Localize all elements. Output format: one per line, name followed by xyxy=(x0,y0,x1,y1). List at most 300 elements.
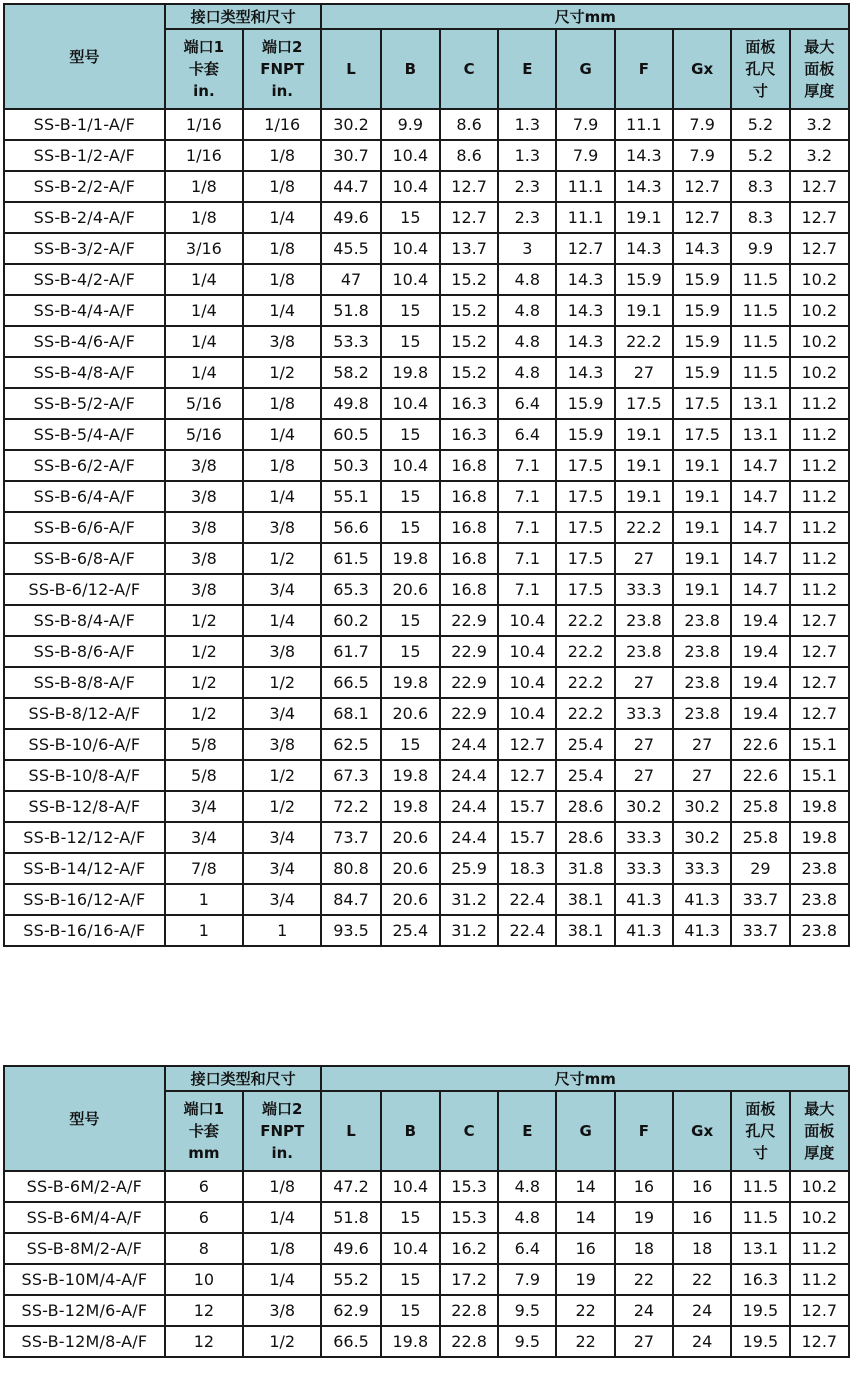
dim-g-cell: 14.3 xyxy=(556,295,614,326)
max-panel-thickness-cell: 12.7 xyxy=(790,233,849,264)
port1-cell: 3/4 xyxy=(165,822,243,853)
dim-gx-cell: 41.3 xyxy=(673,915,731,946)
dim-g-cell: 17.5 xyxy=(556,512,614,543)
dim-gx-cell: 16 xyxy=(673,1202,731,1233)
panel-hole-cell: 19.4 xyxy=(731,636,789,667)
port1-cell: 6 xyxy=(165,1202,243,1233)
table-row xyxy=(4,853,849,884)
model-cell: SS-B-8/4-A/F xyxy=(4,605,165,636)
dim-f-cell: 27 xyxy=(615,1326,673,1357)
dim-g-cell: 25.4 xyxy=(556,729,614,760)
port1-cell: 1/4 xyxy=(165,264,243,295)
dim-gx-header: Gx xyxy=(673,1091,731,1171)
table-row xyxy=(4,357,849,388)
dim-gx-cell: 24 xyxy=(673,1326,731,1357)
max-panel-thickness-cell: 10.2 xyxy=(790,357,849,388)
table-row xyxy=(4,1171,849,1202)
table-row xyxy=(4,512,849,543)
dim-l-cell: 51.8 xyxy=(321,1202,380,1233)
dim-e-cell: 4.8 xyxy=(498,1171,556,1202)
dim-l-cell: 49.8 xyxy=(321,388,380,419)
dim-gx-cell: 30.2 xyxy=(673,822,731,853)
dim-f-cell: 33.3 xyxy=(615,853,673,884)
port2-cell: 1/8 xyxy=(243,1233,321,1264)
dim-g-cell: 38.1 xyxy=(556,884,614,915)
port1-cell: 3/8 xyxy=(165,481,243,512)
port2-cell: 3/8 xyxy=(243,326,321,357)
dim-e-cell: 10.4 xyxy=(498,667,556,698)
dim-l-cell: 72.2 xyxy=(321,791,380,822)
dim-l-cell: 49.6 xyxy=(321,202,380,233)
dim-f-cell: 27 xyxy=(615,667,673,698)
port1-cell: 12 xyxy=(165,1326,243,1357)
dim-l-cell: 62.5 xyxy=(321,729,380,760)
port1-cell: 10 xyxy=(165,1264,243,1295)
dim-c-cell: 24.4 xyxy=(440,791,498,822)
dim-gx-cell: 19.1 xyxy=(673,574,731,605)
dim-e-cell: 22.4 xyxy=(498,884,556,915)
dim-b-cell: 15 xyxy=(381,1202,440,1233)
dim-gx-cell: 24 xyxy=(673,1295,731,1326)
port1-cell: 3/8 xyxy=(165,512,243,543)
model-cell: SS-B-12/8-A/F xyxy=(4,791,165,822)
panel-hole-cell: 11.5 xyxy=(731,1202,789,1233)
dim-b-cell: 15 xyxy=(381,512,440,543)
dim-f-cell: 23.8 xyxy=(615,605,673,636)
dim-b-cell: 10.4 xyxy=(381,140,440,171)
dim-f-cell: 22.2 xyxy=(615,326,673,357)
model-cell: SS-B-6/6-A/F xyxy=(4,512,165,543)
model-cell: SS-B-4/2-A/F xyxy=(4,264,165,295)
max-panel-thickness-cell: 19.8 xyxy=(790,822,849,853)
max-panel-thickness-cell: 15.1 xyxy=(790,729,849,760)
port1-cell: 3/16 xyxy=(165,233,243,264)
dim-c-cell: 16.8 xyxy=(440,481,498,512)
dim-b-cell: 20.6 xyxy=(381,884,440,915)
dim-l-cell: 66.5 xyxy=(321,667,380,698)
table-body xyxy=(4,1171,849,1357)
port1-cell: 1/2 xyxy=(165,698,243,729)
dim-b-cell: 10.4 xyxy=(381,450,440,481)
table-row xyxy=(4,1326,849,1357)
dim-b-cell: 15 xyxy=(381,636,440,667)
table-row xyxy=(4,1295,849,1326)
dim-e-cell: 1.3 xyxy=(498,109,556,140)
model-cell: SS-B-3/2-A/F xyxy=(4,233,165,264)
dim-gx-cell: 19.1 xyxy=(673,481,731,512)
dim-g-cell: 15.9 xyxy=(556,388,614,419)
max-panel-thickness-cell: 10.2 xyxy=(790,295,849,326)
dim-b-cell: 25.4 xyxy=(381,915,440,946)
max-panel-thickness-cell: 12.7 xyxy=(790,1295,849,1326)
spec-table-metric xyxy=(3,1065,850,1358)
port1-cell: 7/8 xyxy=(165,853,243,884)
dim-e-cell: 1.3 xyxy=(498,140,556,171)
dim-f-cell: 19.1 xyxy=(615,202,673,233)
dim-e-cell: 9.5 xyxy=(498,1295,556,1326)
model-header: 型号 xyxy=(4,4,165,109)
dim-gx-cell: 16 xyxy=(673,1171,731,1202)
dim-b-cell: 20.6 xyxy=(381,853,440,884)
dim-gx-cell: 7.9 xyxy=(673,140,731,171)
dim-c-cell: 15.2 xyxy=(440,295,498,326)
dim-g-cell: 17.5 xyxy=(556,574,614,605)
dim-f-cell: 27 xyxy=(615,357,673,388)
dim-g-cell: 19 xyxy=(556,1264,614,1295)
max-panel-thickness-cell: 11.2 xyxy=(790,419,849,450)
dim-gx-cell: 19.1 xyxy=(673,450,731,481)
port2-cell: 1/8 xyxy=(243,140,321,171)
dim-l-cell: 55.2 xyxy=(321,1264,380,1295)
dim-f-cell: 19 xyxy=(615,1202,673,1233)
dim-f-cell: 19.1 xyxy=(615,295,673,326)
dim-f-cell: 41.3 xyxy=(615,915,673,946)
max-panel-thickness-cell: 10.2 xyxy=(790,1171,849,1202)
model-cell: SS-B-8/6-A/F xyxy=(4,636,165,667)
model-cell: SS-B-6/8-A/F xyxy=(4,543,165,574)
panel-hole-cell: 22.6 xyxy=(731,729,789,760)
dim-c-cell: 15.3 xyxy=(440,1202,498,1233)
dim-c-cell: 15.2 xyxy=(440,264,498,295)
port2-cell: 3/4 xyxy=(243,884,321,915)
dim-e-cell: 12.7 xyxy=(498,729,556,760)
panel-hole-cell: 25.8 xyxy=(731,822,789,853)
max-panel-thickness-cell: 12.7 xyxy=(790,605,849,636)
table-row xyxy=(4,636,849,667)
port1-cell: 1/16 xyxy=(165,140,243,171)
model-cell: SS-B-1/2-A/F xyxy=(4,140,165,171)
dim-e-cell: 4.8 xyxy=(498,326,556,357)
model-cell: SS-B-12/12-A/F xyxy=(4,822,165,853)
dim-gx-cell: 23.8 xyxy=(673,667,731,698)
max-panel-thickness-cell: 10.2 xyxy=(790,326,849,357)
dim-e-cell: 2.3 xyxy=(498,202,556,233)
dim-e-cell: 7.1 xyxy=(498,450,556,481)
dim-g-cell: 11.1 xyxy=(556,171,614,202)
model-cell: SS-B-16/12-A/F xyxy=(4,884,165,915)
dim-gx-cell: 14.3 xyxy=(673,233,731,264)
port1-cell: 5/16 xyxy=(165,388,243,419)
max-panel-thickness-cell: 11.2 xyxy=(790,388,849,419)
dim-f-cell: 19.1 xyxy=(615,450,673,481)
dim-f-cell: 27 xyxy=(615,729,673,760)
panel-hole-cell: 25.8 xyxy=(731,791,789,822)
dim-l-cell: 51.8 xyxy=(321,295,380,326)
port1-cell: 1/2 xyxy=(165,667,243,698)
port1-cell: 1/8 xyxy=(165,171,243,202)
dim-g-cell: 17.5 xyxy=(556,543,614,574)
panel-hole-cell: 22.6 xyxy=(731,760,789,791)
port2-cell: 3/8 xyxy=(243,1295,321,1326)
dim-l-cell: 67.3 xyxy=(321,760,380,791)
dim-gx-cell: 23.8 xyxy=(673,698,731,729)
dim-g-cell: 14.3 xyxy=(556,326,614,357)
max-panel-thickness-cell: 11.2 xyxy=(790,1233,849,1264)
dim-b-header: B xyxy=(381,1091,440,1171)
max-panel-thickness-header: 最大 面板 厚度 xyxy=(790,29,849,109)
dim-gx-cell: 15.9 xyxy=(673,326,731,357)
table-row xyxy=(4,543,849,574)
dim-c-cell: 22.9 xyxy=(440,698,498,729)
max-panel-thickness-cell: 11.2 xyxy=(790,450,849,481)
panel-hole-cell: 11.5 xyxy=(731,357,789,388)
dim-c-cell: 22.8 xyxy=(440,1295,498,1326)
table-row xyxy=(4,1264,849,1295)
dim-b-cell: 9.9 xyxy=(381,109,440,140)
panel-hole-cell: 11.5 xyxy=(731,326,789,357)
port1-cell: 3/4 xyxy=(165,791,243,822)
dim-e-cell: 6.4 xyxy=(498,1233,556,1264)
dim-b-cell: 20.6 xyxy=(381,822,440,853)
max-panel-thickness-cell: 19.8 xyxy=(790,791,849,822)
dim-b-cell: 10.4 xyxy=(381,264,440,295)
dim-b-cell: 15 xyxy=(381,1295,440,1326)
dim-g-cell: 38.1 xyxy=(556,915,614,946)
table-row xyxy=(4,760,849,791)
panel-hole-header: 面板 孔尺 寸 xyxy=(731,29,789,109)
dim-c-cell: 24.4 xyxy=(440,760,498,791)
max-panel-thickness-cell: 12.7 xyxy=(790,1326,849,1357)
dim-g-cell: 25.4 xyxy=(556,760,614,791)
port2-cell: 1/4 xyxy=(243,202,321,233)
table-row xyxy=(4,667,849,698)
table-row xyxy=(4,295,849,326)
dim-g-cell: 14.3 xyxy=(556,357,614,388)
port2-cell: 1/4 xyxy=(243,295,321,326)
table-row xyxy=(4,822,849,853)
dim-b-cell: 10.4 xyxy=(381,171,440,202)
panel-hole-cell: 14.7 xyxy=(731,512,789,543)
dim-f-cell: 30.2 xyxy=(615,791,673,822)
panel-hole-cell: 33.7 xyxy=(731,884,789,915)
model-cell: SS-B-6/12-A/F xyxy=(4,574,165,605)
dim-b-cell: 19.8 xyxy=(381,760,440,791)
dim-c-cell: 16.8 xyxy=(440,543,498,574)
dim-c-cell: 16.8 xyxy=(440,512,498,543)
dim-b-cell: 20.6 xyxy=(381,574,440,605)
port2-cell: 1/16 xyxy=(243,109,321,140)
dim-e-header: E xyxy=(498,1091,556,1171)
dim-c-cell: 22.8 xyxy=(440,1326,498,1357)
table-row xyxy=(4,481,849,512)
dim-b-cell: 15 xyxy=(381,202,440,233)
dim-c-cell: 16.2 xyxy=(440,1233,498,1264)
dim-l-cell: 49.6 xyxy=(321,1233,380,1264)
panel-hole-cell: 19.5 xyxy=(731,1326,789,1357)
dimension-group-header: 尺寸mm xyxy=(321,4,849,29)
port2-cell: 3/4 xyxy=(243,853,321,884)
dim-gx-cell: 12.7 xyxy=(673,202,731,233)
dim-f-header: F xyxy=(615,1091,673,1171)
dim-g-header: G xyxy=(556,1091,614,1171)
port2-cell: 1/8 xyxy=(243,233,321,264)
table-row xyxy=(4,698,849,729)
dim-gx-cell: 33.3 xyxy=(673,853,731,884)
port1-cell: 1/16 xyxy=(165,109,243,140)
port2-cell: 1/2 xyxy=(243,791,321,822)
table-row xyxy=(4,915,849,946)
dim-f-cell: 14.3 xyxy=(615,171,673,202)
table-row xyxy=(4,729,849,760)
panel-hole-cell: 14.7 xyxy=(731,574,789,605)
dim-l-cell: 30.2 xyxy=(321,109,380,140)
max-panel-thickness-cell: 23.8 xyxy=(790,915,849,946)
dim-g-cell: 28.6 xyxy=(556,822,614,853)
dim-f-cell: 41.3 xyxy=(615,884,673,915)
dim-f-cell: 33.3 xyxy=(615,698,673,729)
dim-b-cell: 15 xyxy=(381,326,440,357)
port2-cell: 1/8 xyxy=(243,264,321,295)
dim-l-cell: 55.1 xyxy=(321,481,380,512)
dim-l-cell: 56.6 xyxy=(321,512,380,543)
dim-gx-cell: 23.8 xyxy=(673,636,731,667)
port2-cell: 3/8 xyxy=(243,512,321,543)
port2-cell: 1/2 xyxy=(243,1326,321,1357)
dim-gx-cell: 17.5 xyxy=(673,419,731,450)
dim-b-header: B xyxy=(381,29,440,109)
model-cell: SS-B-6/4-A/F xyxy=(4,481,165,512)
dim-e-cell: 7.1 xyxy=(498,512,556,543)
dim-l-cell: 47.2 xyxy=(321,1171,380,1202)
dim-c-cell: 24.4 xyxy=(440,822,498,853)
dim-e-cell: 10.4 xyxy=(498,605,556,636)
dim-e-cell: 4.8 xyxy=(498,295,556,326)
dim-g-cell: 22 xyxy=(556,1326,614,1357)
panel-hole-cell: 19.4 xyxy=(731,667,789,698)
max-panel-thickness-header: 最大 面板 厚度 xyxy=(790,1091,849,1171)
dim-l-cell: 60.5 xyxy=(321,419,380,450)
panel-hole-cell: 13.1 xyxy=(731,388,789,419)
dim-c-cell: 31.2 xyxy=(440,884,498,915)
port1-header: 端口1 卡套 in. xyxy=(165,29,243,109)
table-row xyxy=(4,140,849,171)
dim-l-header: L xyxy=(321,29,380,109)
dim-c-cell: 13.7 xyxy=(440,233,498,264)
panel-hole-cell: 13.1 xyxy=(731,419,789,450)
dim-gx-cell: 12.7 xyxy=(673,171,731,202)
dim-b-cell: 19.8 xyxy=(381,1326,440,1357)
dim-b-cell: 20.6 xyxy=(381,698,440,729)
table-row xyxy=(4,171,849,202)
dim-c-cell: 22.9 xyxy=(440,667,498,698)
panel-hole-cell: 19.5 xyxy=(731,1295,789,1326)
dim-c-cell: 16.3 xyxy=(440,419,498,450)
model-cell: SS-B-10/6-A/F xyxy=(4,729,165,760)
dim-c-cell: 15.3 xyxy=(440,1171,498,1202)
table-row xyxy=(4,574,849,605)
port1-cell: 8 xyxy=(165,1233,243,1264)
dim-e-cell: 7.1 xyxy=(498,481,556,512)
dim-f-cell: 19.1 xyxy=(615,419,673,450)
dim-g-cell: 28.6 xyxy=(556,791,614,822)
max-panel-thickness-cell: 23.8 xyxy=(790,884,849,915)
port1-cell: 3/8 xyxy=(165,450,243,481)
table-body xyxy=(4,109,849,946)
panel-hole-cell: 13.1 xyxy=(731,1233,789,1264)
dim-b-cell: 19.8 xyxy=(381,543,440,574)
port2-cell: 1/8 xyxy=(243,1171,321,1202)
panel-hole-cell: 16.3 xyxy=(731,1264,789,1295)
panel-hole-cell: 5.2 xyxy=(731,140,789,171)
dim-g-cell: 7.9 xyxy=(556,140,614,171)
port2-header: 端口2 FNPT in. xyxy=(243,1091,321,1171)
table-row xyxy=(4,109,849,140)
port1-cell: 1/4 xyxy=(165,357,243,388)
dim-b-cell: 15 xyxy=(381,481,440,512)
dim-b-cell: 15 xyxy=(381,605,440,636)
port1-cell: 1/4 xyxy=(165,326,243,357)
dim-gx-cell: 7.9 xyxy=(673,109,731,140)
model-cell: SS-B-5/2-A/F xyxy=(4,388,165,419)
dim-e-cell: 18.3 xyxy=(498,853,556,884)
dim-e-cell: 7.1 xyxy=(498,574,556,605)
port1-cell: 5/8 xyxy=(165,729,243,760)
port2-cell: 1/4 xyxy=(243,1264,321,1295)
dim-gx-cell: 30.2 xyxy=(673,791,731,822)
dim-f-cell: 33.3 xyxy=(615,574,673,605)
dim-c-cell: 12.7 xyxy=(440,202,498,233)
model-cell: SS-B-2/2-A/F xyxy=(4,171,165,202)
max-panel-thickness-cell: 11.2 xyxy=(790,1264,849,1295)
panel-hole-cell: 11.5 xyxy=(731,295,789,326)
table-row xyxy=(4,605,849,636)
port2-cell: 1/8 xyxy=(243,171,321,202)
dimension-group-header: 尺寸mm xyxy=(321,1066,849,1091)
dim-c-cell: 22.9 xyxy=(440,605,498,636)
dim-g-cell: 31.8 xyxy=(556,853,614,884)
panel-hole-cell: 8.3 xyxy=(731,171,789,202)
port2-cell: 3/4 xyxy=(243,574,321,605)
dim-l-cell: 60.2 xyxy=(321,605,380,636)
dim-gx-cell: 19.1 xyxy=(673,543,731,574)
port2-cell: 1 xyxy=(243,915,321,946)
port2-cell: 1/8 xyxy=(243,450,321,481)
dim-l-header: L xyxy=(321,1091,380,1171)
port1-cell: 1 xyxy=(165,884,243,915)
model-cell: SS-B-10/8-A/F xyxy=(4,760,165,791)
max-panel-thickness-cell: 10.2 xyxy=(790,264,849,295)
dim-e-cell: 12.7 xyxy=(498,760,556,791)
model-cell: SS-B-6M/2-A/F xyxy=(4,1171,165,1202)
max-panel-thickness-cell: 12.7 xyxy=(790,171,849,202)
dim-g-cell: 14 xyxy=(556,1202,614,1233)
dim-l-cell: 47 xyxy=(321,264,380,295)
dim-e-cell: 4.8 xyxy=(498,1202,556,1233)
dim-gx-cell: 19.1 xyxy=(673,512,731,543)
dim-b-cell: 19.8 xyxy=(381,791,440,822)
dim-c-cell: 15.2 xyxy=(440,326,498,357)
dim-gx-cell: 15.9 xyxy=(673,264,731,295)
dim-b-cell: 15 xyxy=(381,419,440,450)
dim-c-cell: 17.2 xyxy=(440,1264,498,1295)
max-panel-thickness-cell: 3.2 xyxy=(790,140,849,171)
table-row xyxy=(4,791,849,822)
dim-e-cell: 2.3 xyxy=(498,171,556,202)
dim-g-cell: 17.5 xyxy=(556,450,614,481)
dim-c-cell: 25.9 xyxy=(440,853,498,884)
dim-c-header: C xyxy=(440,29,498,109)
dim-l-cell: 50.3 xyxy=(321,450,380,481)
dim-l-cell: 61.7 xyxy=(321,636,380,667)
model-cell: SS-B-4/6-A/F xyxy=(4,326,165,357)
dim-f-cell: 11.1 xyxy=(615,109,673,140)
dim-e-cell: 9.5 xyxy=(498,1326,556,1357)
dim-g-cell: 15.9 xyxy=(556,419,614,450)
dim-f-cell: 22 xyxy=(615,1264,673,1295)
max-panel-thickness-cell: 23.8 xyxy=(790,853,849,884)
table-row xyxy=(4,202,849,233)
panel-hole-cell: 14.7 xyxy=(731,450,789,481)
